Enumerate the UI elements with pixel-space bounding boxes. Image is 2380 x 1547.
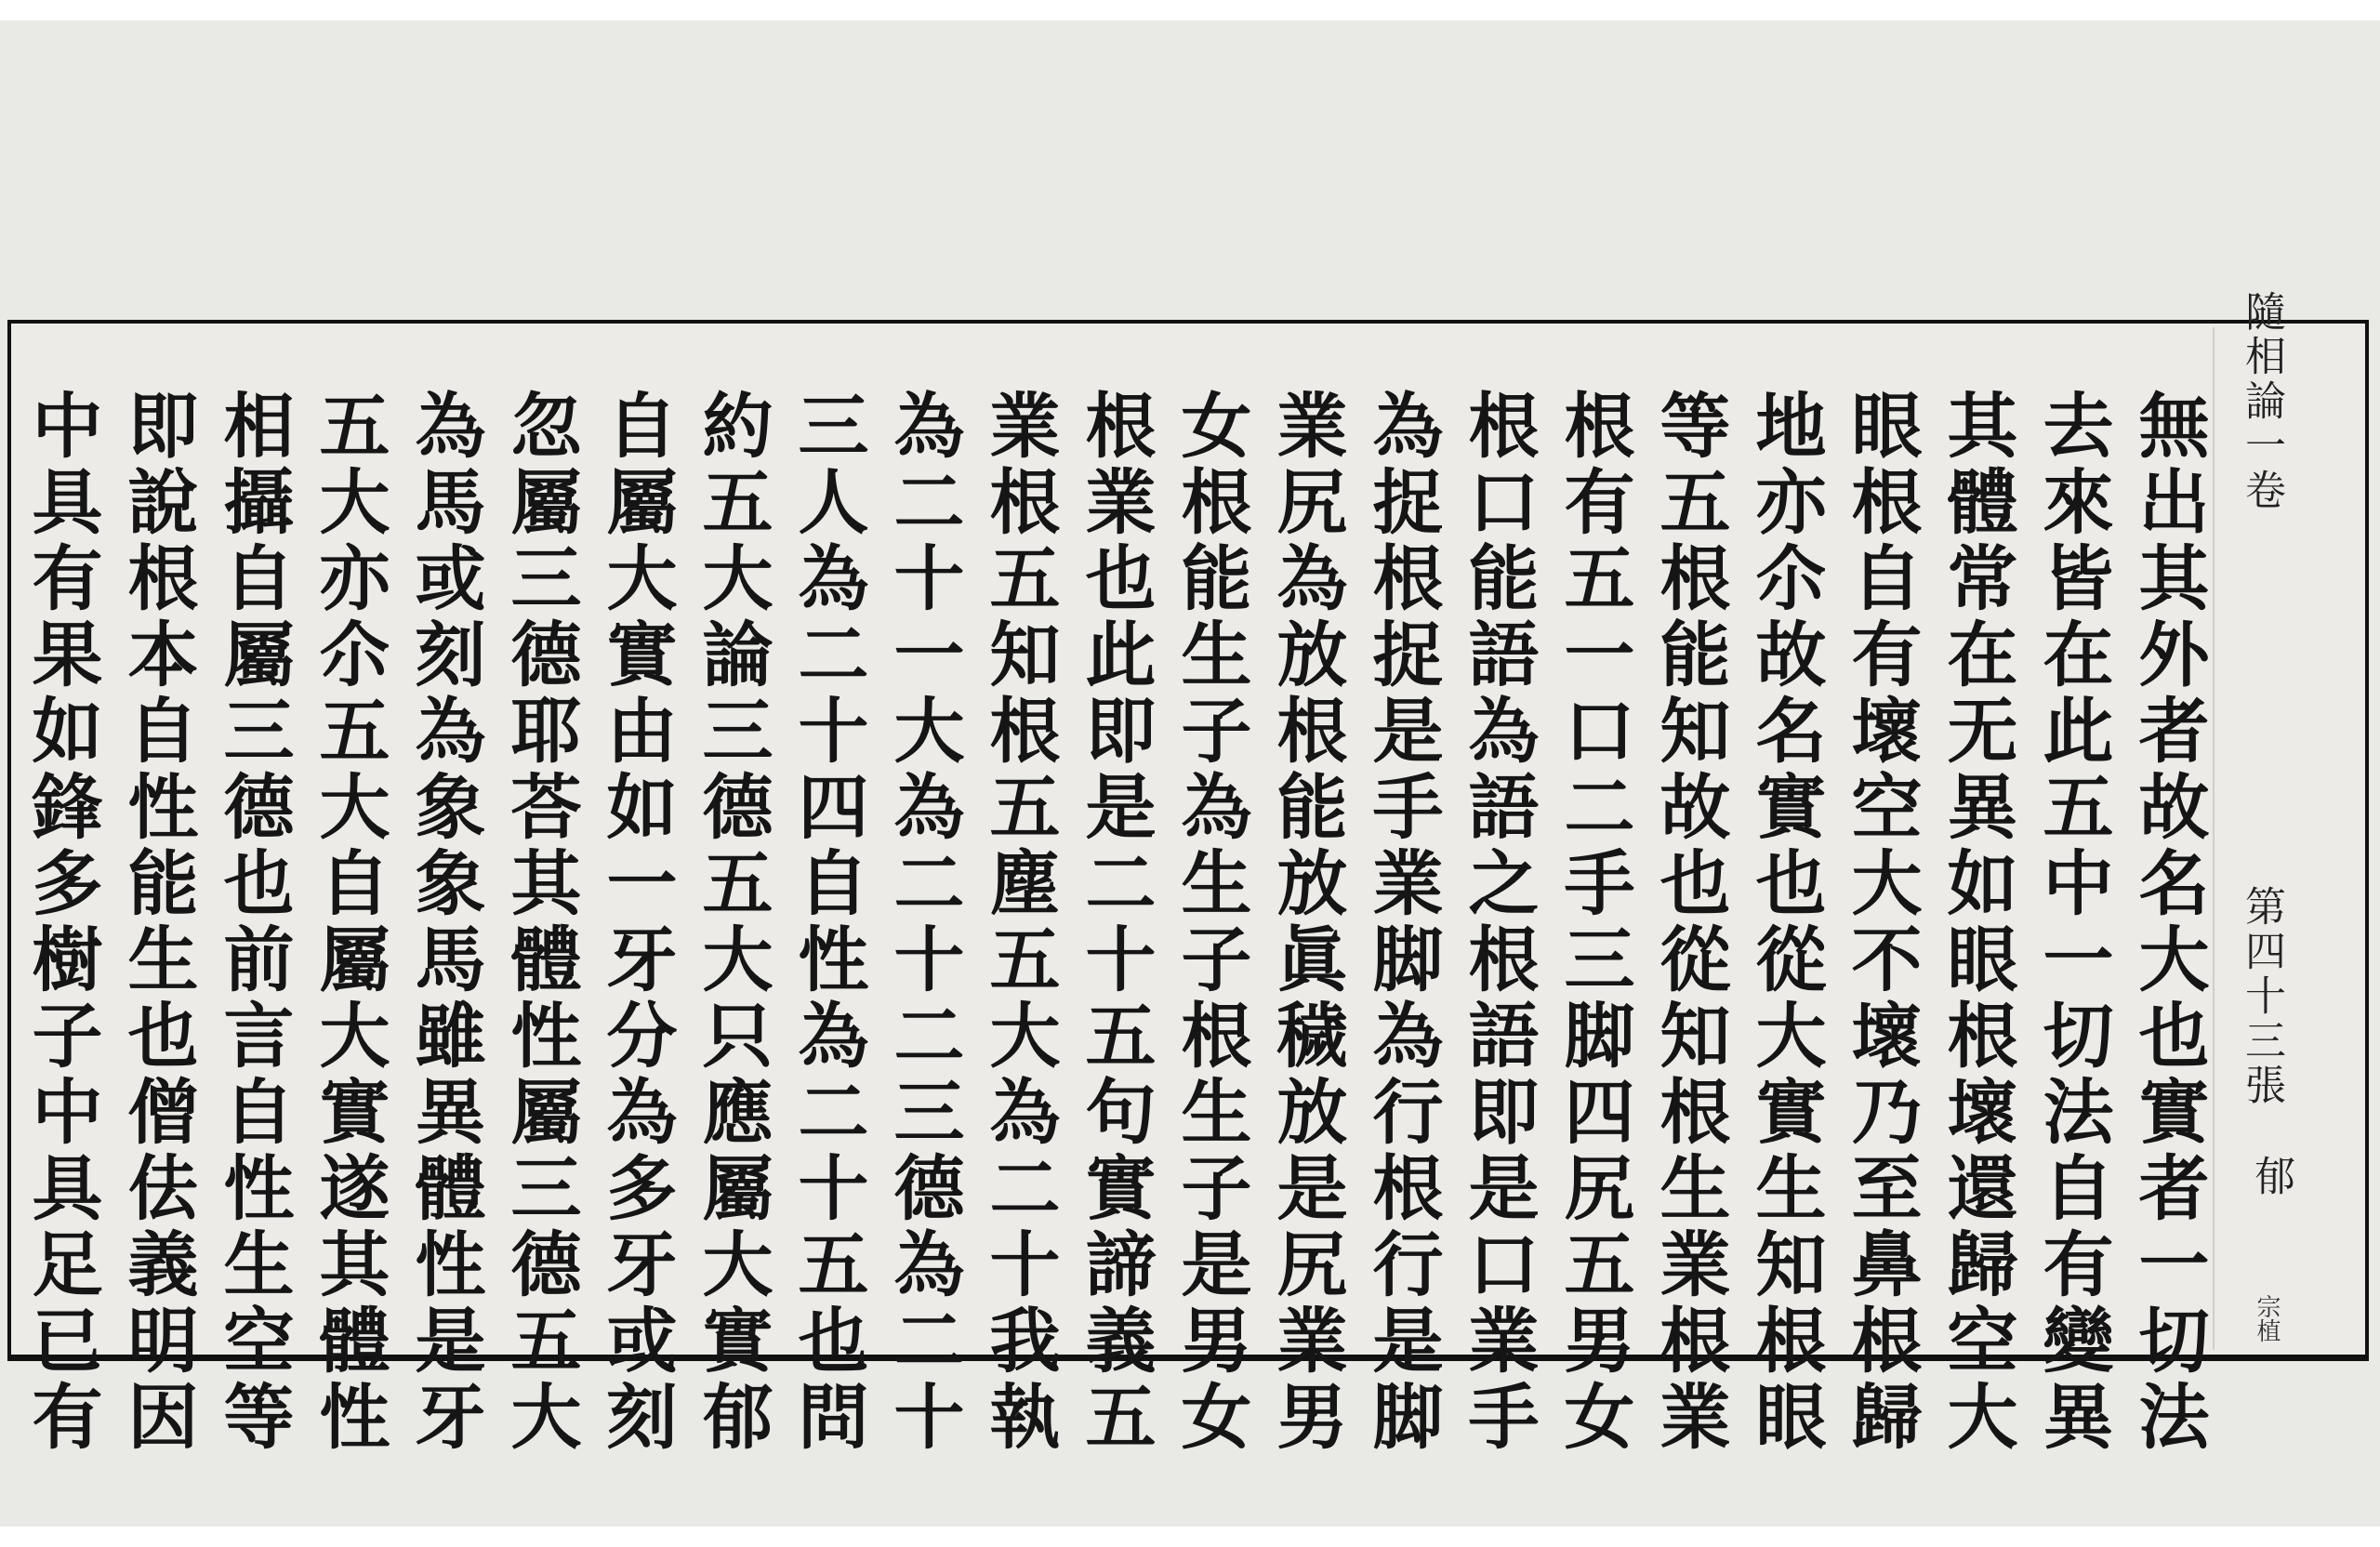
text-column: 為二十一大為二十二三德為二十 [882,389,965,1456]
margin-divider [2213,327,2215,1350]
text-frame [7,320,2369,1456]
text-column: 女根能生子為生子根生子是男女 [1170,389,1252,1456]
text-column: 等五根能知故也從知根生業根業 [1648,389,1731,1456]
margin-title: 隨相論一卷 [2238,290,2285,513]
text-column: 約五大論三德五大只應屬大實郁 [691,389,774,1456]
text-column: 業尻為放根能放眞穢放是尻業男 [1265,389,1348,1456]
text-column: 相攝自屬三德也前言自性生空等 [212,389,295,1456]
margin-name: 宗植 [2253,1294,2281,1342]
text-column: 忽屬三德耶荅其體性屬三德五大 [499,389,582,1456]
text-column: 三人為二十四自性為二十五也問 [787,389,869,1456]
text-column: 為捉根捉是手業脚為行根行是脚 [1361,389,1444,1456]
text-column: 業根五知根五塵五大為二十我執 [978,389,1061,1456]
margin-mark: 郁 [2247,1155,2294,1196]
text-column: 五大亦尒五大自屬大實遂其體性 [308,389,390,1456]
text-column: 根業也此即是二十五句實諦義五 [1074,389,1157,1456]
text-column: 根口能語為語之根語即是口業手 [1457,389,1540,1456]
text-column: 為馬或刻為象象馬雖異體性是牙 [403,389,486,1456]
text-column: 去來皆在此五中一切法自有變異 [2031,389,2114,1456]
text-column: 中具有果如鋒多樹子中具足已有 [20,389,103,1456]
sheet-number: 第四十三張 [2238,885,2285,1108]
text-column: 即說根本自性能生也僧佉義明因 [116,389,199,1456]
scanned-page [0,20,2380,1527]
text-column: 其體常在无異如眼根壞還歸空大 [1936,389,2018,1456]
text-column: 根有五一口二手三脚四尻五男女 [1553,389,1635,1456]
text-column: 無出其外者故名大也實者一切法 [2127,389,2210,1456]
text-column: 自屬大實由如一牙分為多牙或刻 [595,389,678,1456]
text-column: 地亦尒故名實也從大實生知根眼 [1744,389,1827,1456]
text-column: 眼根自有壞空大不壞乃至鼻根歸 [1840,389,1923,1456]
